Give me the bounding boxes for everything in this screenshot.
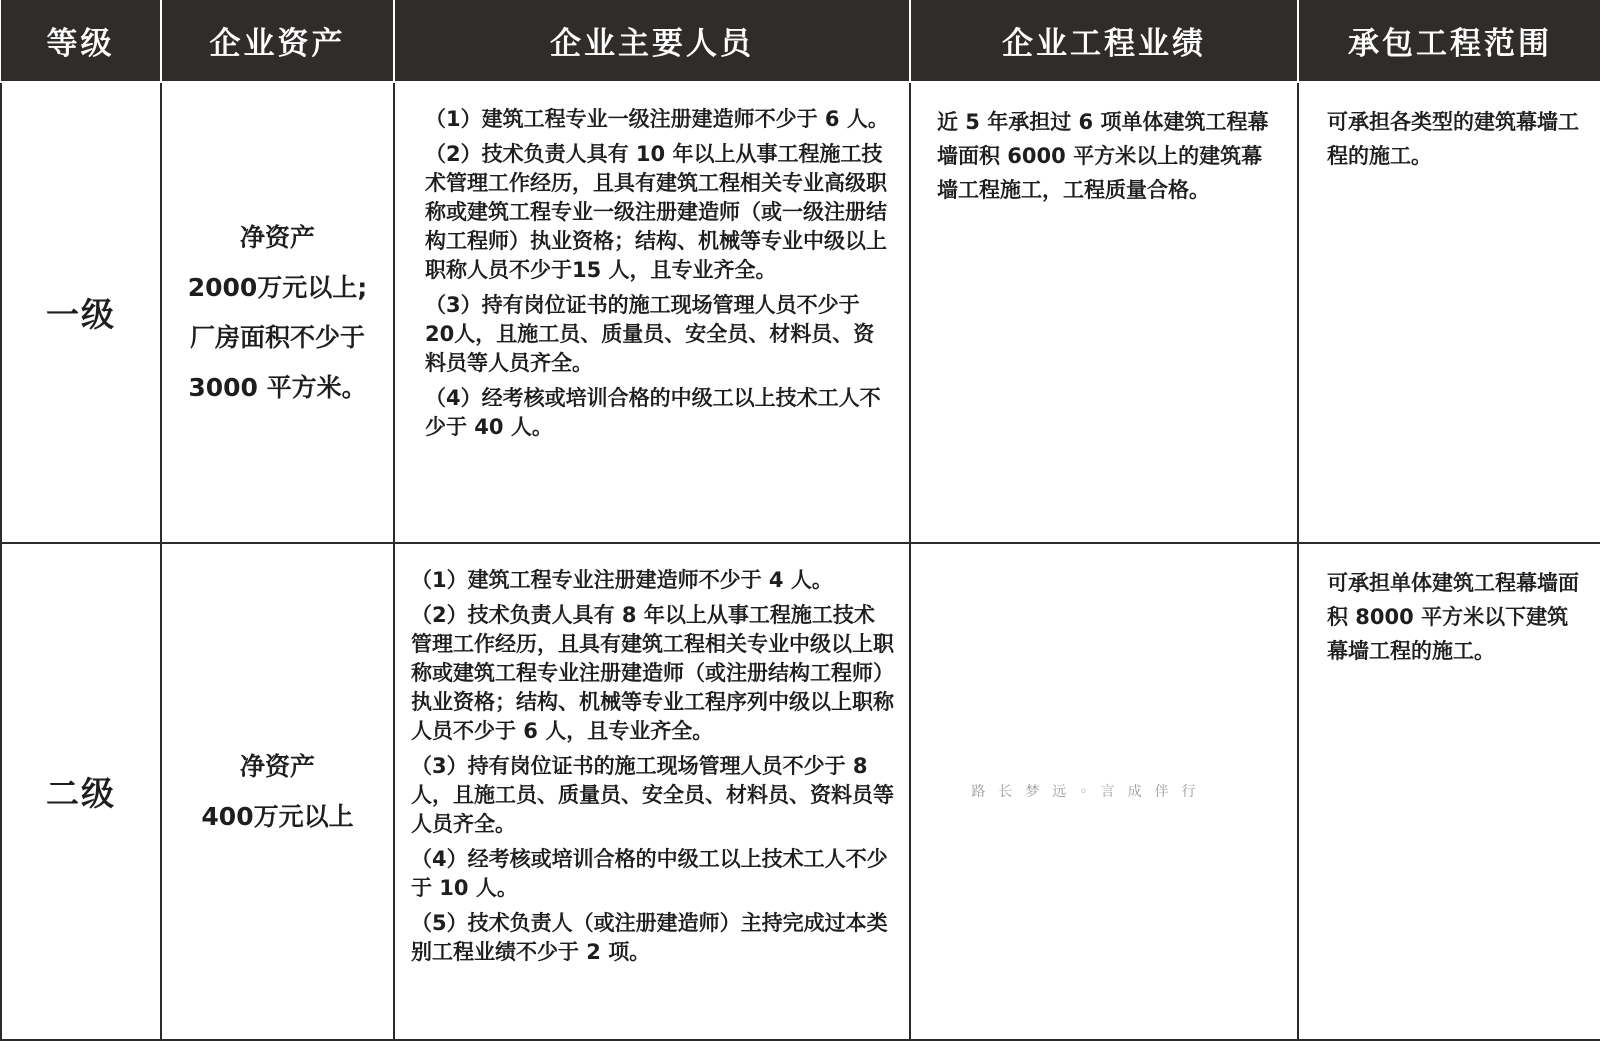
- table-body: [1, 82, 1600, 1040]
- assets-cell: [161, 82, 394, 543]
- assets-line: 2000万元以上;: [187, 272, 368, 302]
- watermark: 路长梦远◦言成伴行: [971, 784, 1209, 800]
- assets-cell: [161, 543, 394, 1040]
- table-row: [1, 543, 1600, 1040]
- header-personnel: 企业主要人员: [394, 0, 910, 82]
- personnel-item: （3）持有岗位证书的施工现场管理人员不少于 20人，且施工员、质量员、安全员、材料员、资料员等人员齐全。: [425, 293, 875, 375]
- personnel-item: （4）经考核或培训合格的中级工以上技术工人不少于 10 人。: [411, 847, 888, 900]
- assets-line: 净资产: [239, 222, 315, 252]
- personnel-item: （4）经考核或培训合格的中级工以上技术工人不少于 40 人。: [425, 386, 881, 439]
- header-assets: 企业资产: [161, 0, 394, 82]
- header-level: 等级: [1, 0, 161, 82]
- table-header: [1, 0, 1600, 82]
- scope-cell: 可承担单体建筑工程幕墙面积 8000 平方米以下建筑幕墙工程的施工。: [1298, 543, 1600, 1040]
- personnel-item: （3）持有岗位证书的施工现场管理人员不少于 8人，且施工员、质量员、安全员、材料员、资料员等人员齐全。: [411, 754, 894, 836]
- level-cell: 一级: [1, 82, 161, 543]
- personnel-cell: [394, 82, 910, 543]
- assets-line: 400万元以上: [201, 801, 354, 831]
- assets-line: 3000 平方米。: [188, 372, 367, 402]
- personnel-item: （1）建筑工程专业一级注册建造师不少于 6 人。: [425, 107, 889, 131]
- level-cell: 二级: [1, 543, 161, 1040]
- header-row: [1, 0, 1600, 82]
- assets-line: 净资产: [239, 751, 315, 781]
- performance-cell: 近 5 年承担过 6 项单体建筑工程幕墙面积 6000 平方米以上的建筑幕墙工程施工，工程质量合格。: [910, 82, 1298, 543]
- personnel-item: （2）技术负责人具有 8 年以上从事工程施工技术管理工作经历，且具有建筑工程相关专业中级以上职称或建筑工程专业注册建造师（或注册结构工程师）执业资格；结构、机械等专业工程序列中级以上职称人员不少于 6 人，且专业齐全。: [411, 603, 894, 743]
- personnel-item: （5）技术负责人（或注册建造师）主持完成过本类别工程业绩不少于 2 项。: [411, 911, 888, 964]
- personnel-cell: [394, 543, 910, 1040]
- personnel-item: （2）技术负责人具有 10 年以上从事工程施工技术管理工作经历，且具有建筑工程相关专业高级职称或建筑工程专业一级注册建造师（或一级注册结构工程师）执业资格；结构、机械等专业中级以上职称人员不少于15 人，且专业齐全。: [425, 142, 887, 282]
- personnel-item: （1）建筑工程专业注册建造师不少于 4 人。: [411, 568, 833, 592]
- scope-cell: 可承担各类型的建筑幕墙工程的施工。: [1298, 82, 1600, 543]
- header-scope: 承包工程范围: [1298, 0, 1600, 82]
- header-performance: 企业工程业绩: [910, 0, 1298, 82]
- assets-line: 厂房面积不少于: [189, 322, 365, 352]
- table-row: [1, 82, 1600, 543]
